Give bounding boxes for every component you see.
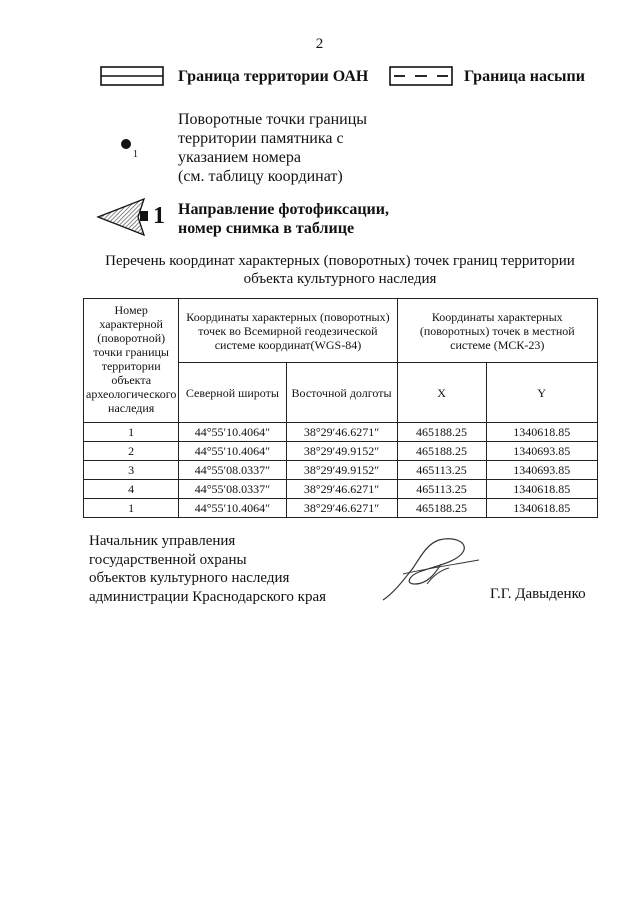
signatory-position-line: государственной охраны <box>89 551 247 568</box>
longitude-cell: 38°29′46.6271″ <box>286 499 397 518</box>
photo-number: 1 <box>153 203 165 229</box>
photo-direction-line: Направление фотофиксации, <box>178 201 389 218</box>
longitude-header: Восточной долготы <box>286 363 397 423</box>
latitude-cell: 44°55′10.4064″ <box>179 442 286 461</box>
latitude-header: Северной широты <box>179 363 286 423</box>
longitude-cell: 38°29′49.9152″ <box>286 442 397 461</box>
longitude-cell: 38°29′49.9152″ <box>286 461 397 480</box>
table-row <box>84 499 598 518</box>
y-cell: 1340618.85 <box>486 423 597 442</box>
page-number: 2 <box>315 36 324 52</box>
embankment-boundary-symbol <box>389 66 453 86</box>
turning-points-label <box>178 110 367 186</box>
table-row <box>84 423 598 442</box>
turning-points-line: (см. таблицу координат) <box>178 168 343 185</box>
point-number: 2 <box>84 442 179 461</box>
wgs84-header: Координаты характерных (поворотных) точек во Всемирной геодезической системе координат(WGS-84) <box>179 299 397 363</box>
latitude-cell: 44°55′10.4064″ <box>179 423 286 442</box>
turning-point-dot-icon <box>120 138 132 150</box>
signatory-name: Г.Г. Давыденко <box>490 586 586 602</box>
latitude-cell: 44°55′10.4064″ <box>179 499 286 518</box>
msk23-header: Координаты характерных (поворотных) точек в местной системе (МСК-23) <box>397 299 597 363</box>
table-row <box>84 480 598 499</box>
y-header: Y <box>486 363 597 423</box>
y-cell: 1340618.85 <box>486 480 597 499</box>
y-cell: 1340693.85 <box>486 442 597 461</box>
point-number: 1 <box>84 499 179 518</box>
x-cell: 465188.25 <box>397 423 486 442</box>
table-title-line: объекта культурного наследия <box>243 271 437 287</box>
signatory-position <box>89 532 326 606</box>
signatory-position-line: объектов культурного наследия <box>89 570 290 586</box>
longitude-cell: 38°29′46.6271″ <box>286 480 397 499</box>
x-cell: 465188.25 <box>397 499 486 518</box>
embankment-boundary-label: Граница насыпи <box>464 68 585 85</box>
handwritten-signature <box>375 530 485 605</box>
table-title <box>80 252 600 288</box>
table-title-line: Перечень координат характерных (поворотных) точек границ территории <box>105 253 575 269</box>
signatory-position-line: администрации Краснодарского края <box>89 588 327 605</box>
oan-boundary-symbol <box>100 66 164 86</box>
x-cell: 465113.25 <box>397 480 486 499</box>
photo-direction-arrow-icon <box>96 197 152 239</box>
photo-direction-label <box>178 200 389 238</box>
turning-points-line: территории памятника с <box>178 130 344 147</box>
latitude-cell: 44°55′08.0337″ <box>179 480 286 499</box>
point-number: 1 <box>84 423 179 442</box>
longitude-cell: 38°29′46.6271″ <box>286 423 397 442</box>
y-cell: 1340693.85 <box>486 461 597 480</box>
y-cell: 1340618.85 <box>486 499 597 518</box>
point-number: 3 <box>84 461 179 480</box>
point-number-header: Номер характерной (поворотной) точки границы территории объекта археологического наследия <box>84 299 179 423</box>
x-cell: 465113.25 <box>397 461 486 480</box>
oan-boundary-label: Граница территории ОАН <box>178 68 369 85</box>
table-row <box>84 442 598 461</box>
coordinates-table <box>83 298 598 518</box>
x-cell: 465188.25 <box>397 442 486 461</box>
point-number: 4 <box>84 480 179 499</box>
turning-point-index: 1 <box>133 149 138 160</box>
signatory-position-line: Начальник управления <box>89 533 236 549</box>
photo-direction-line: номер снимка в таблице <box>178 220 355 237</box>
latitude-cell: 44°55′08.0337″ <box>179 461 286 480</box>
turning-points-line: указанием номера <box>178 149 301 166</box>
table-row <box>84 461 598 480</box>
x-header: X <box>397 363 486 423</box>
turning-points-line: Поворотные точки границы <box>178 111 368 128</box>
table-header-row <box>84 299 598 363</box>
